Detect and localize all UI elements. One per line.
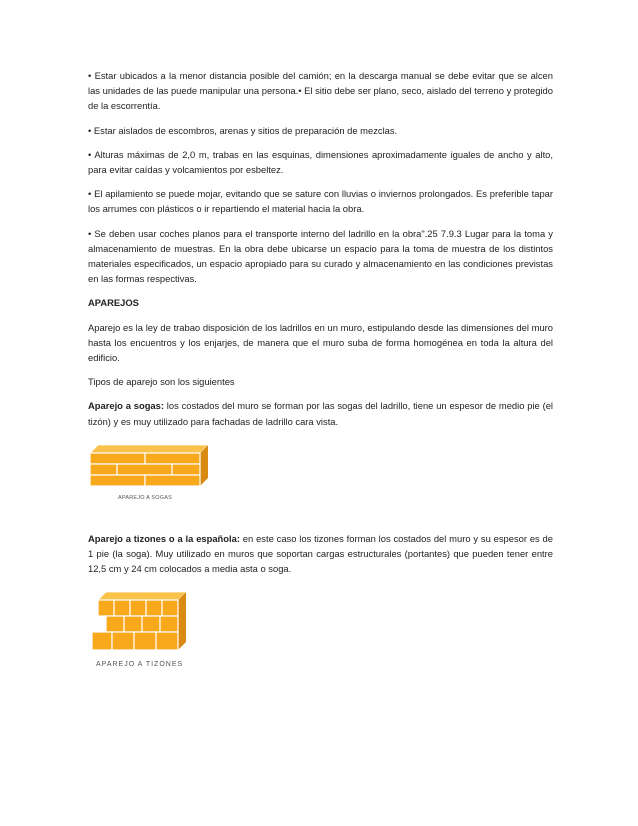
sogas-text: los costados del muro se forman por las sogas del ladrillo, tiene un espesor de medio pie (el tizón) y es muy utilizado para fachadas de ladrillo cara vista.	[88, 400, 553, 427]
tizones-term: Aparejo a tizones o a la española:	[88, 532, 240, 544]
bullet-apilamiento: • El apilamiento se puede mojar, evitando que se sature con lluvias o inviernos prolongados. Es preferible tapar los arrumes con plásticos o ir repartiendo el material hacia la obra.	[88, 188, 553, 215]
bullet-aislados: • Estar aislados de escombros, arenas y sitios de preparación de mezclas.	[88, 124, 398, 136]
section-title: APAREJOS	[88, 297, 139, 309]
bullet-coches: • Se deben usar coches planos para el transporte interno del ladrillo en la obra".25 7.9.3 Lugar para la toma y almacenamiento de muestras. En la obra debe ubicarse un espacio para la toma de muestra de los distintos materiales especificados, un espacio apropiado para su curado y almacenamiento en las condiciones previstas en las formas respectivas.	[88, 227, 553, 285]
tizones-brick-illustration	[88, 590, 208, 674]
bullet-ubicacion: • Estar ubicados a la menor distancia posible del camión; en la descarga manual se debe evitar que se alcen las unidades de las puede manipular una persona.• El sitio debe ser plano, seco, aislado del terreno y protegido de la escorrentía.	[88, 70, 553, 112]
tizones-paragraph	[88, 531, 553, 577]
sogas-brick-illustration	[88, 443, 218, 505]
bullet-alturas: • Alturas máximas de 2,0 m, trabas en las esquinas, dimensiones aproximadamente iguales de ancho y alto, para evitar caídas y volcamientos por esbeltez.	[88, 148, 553, 176]
sogas-figure-caption: APAREJO A SOGAS	[118, 494, 172, 501]
tizones-figure-caption: APAREJO A TIZONES	[96, 661, 184, 669]
document-page	[88, 68, 553, 700]
tizones-text: en este caso los tizones forman los costados del muro y su espesor es de 1 pie (la soga). Muy utilizado en muros que soportan cargas estructurales (portantes) que pueden tener entre 12,5 cm y 24 cm colocados a media asta o soga.	[88, 532, 553, 575]
sogas-figure	[88, 443, 553, 505]
tizones-figure	[88, 590, 553, 674]
sogas-term: Aparejo a sogas:	[88, 400, 164, 412]
aparejos-paragraph: Aparejo es la ley de trabao disposición de los ladrillos en un muro, estipulando desde las dimensiones del muro hasta los encuentros y los enjarjes, de manera que el muro suba de forma homogénea en toda la altura del edificio.	[88, 321, 553, 364]
sogas-paragraph	[88, 398, 553, 428]
tipos-intro: Tipos de aparejo son los siguientes	[88, 376, 235, 388]
